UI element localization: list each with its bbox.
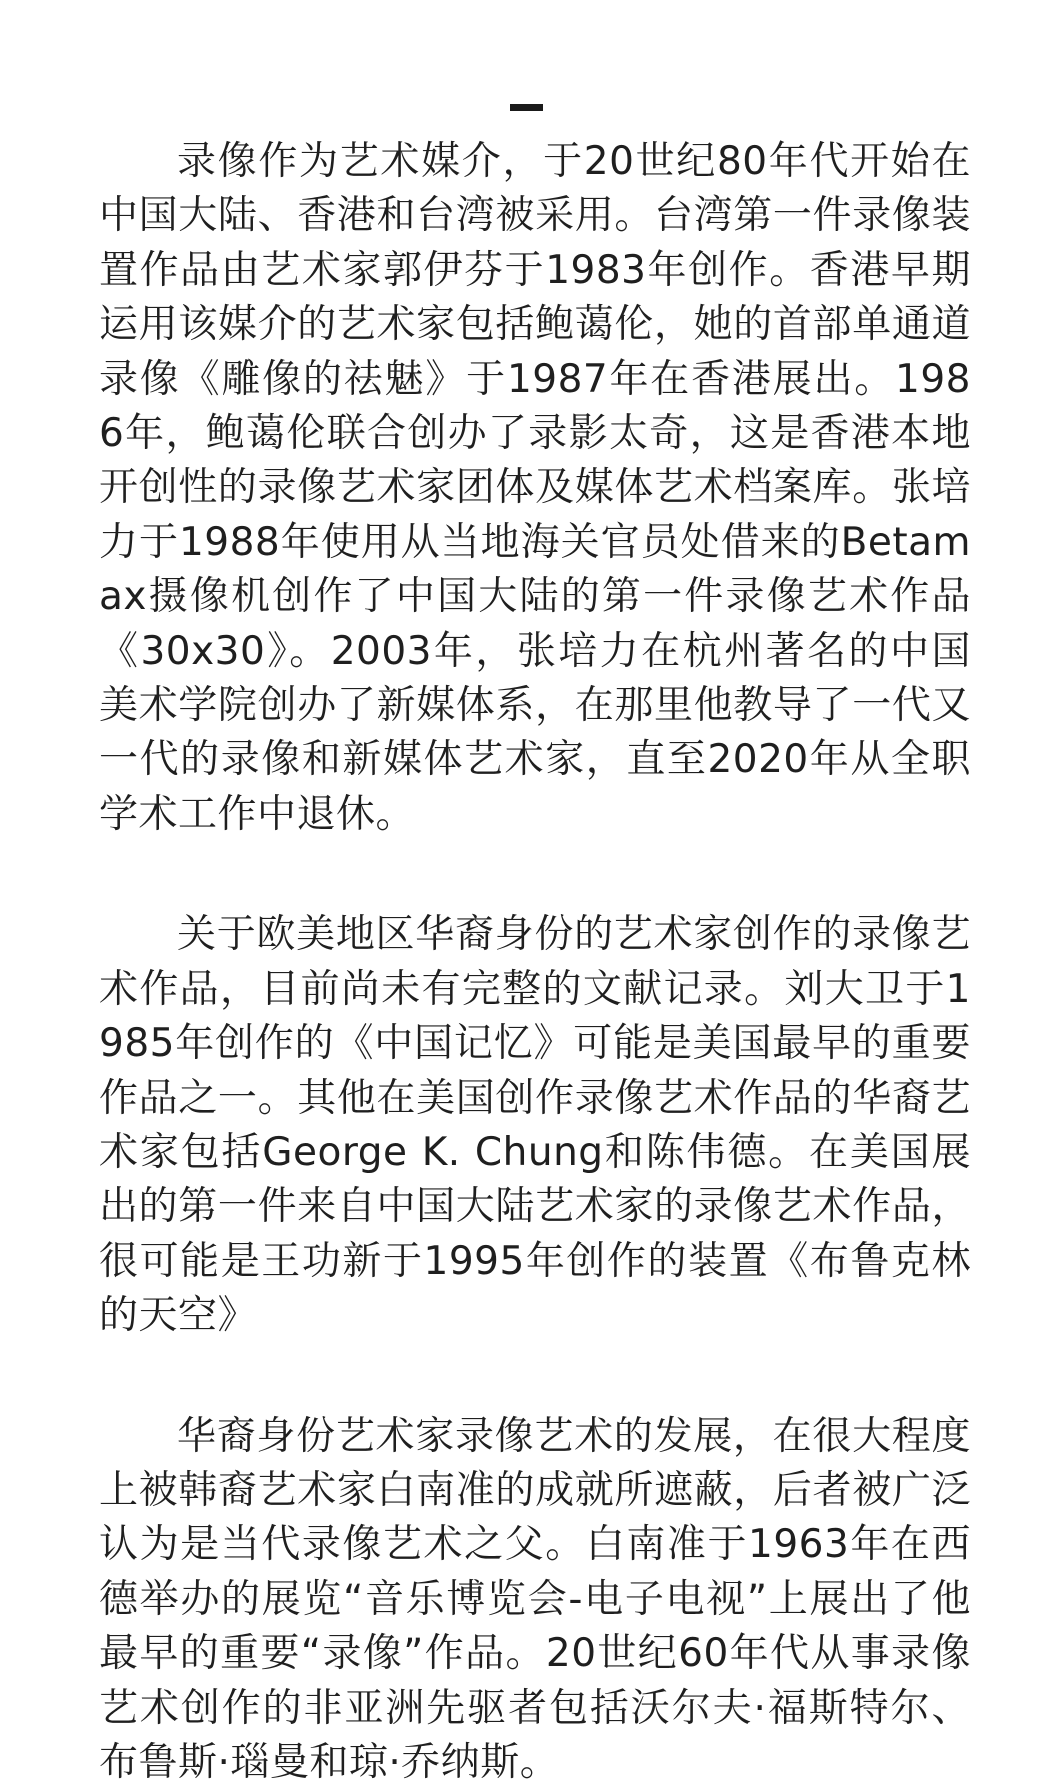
paragraph-video-art-us-europe: 关于欧美地区华裔身份的艺术家创作的录像艺术作品，目前尚未有完整的文献记录。刘大卫于1985年创作的《中国记忆》可能是美国最早的重要作品之一。其他在美国创作录像艺术作品的华裔艺术家包括George K. Chung和陈伟德。在美国展出的第一件来自中国大陆艺术家的录像艺术作品，很可能是王功新于1995年创作的装置《布鲁克林的天空》	[99, 912, 971, 1339]
paragraph-video-art-greater-china: 录像作为艺术媒介，于20世纪80年代开始在中国大陆、香港和台湾被采用。台湾第一件录像装置作品由艺术家郭伊芬于1983年创作。香港早期运用该媒介的艺术家包括鲍蔼伦，她的首部单通道录像《雕像的祛魅》于1987年在香港展出。1986年，鲍蔼伦联合创办了录影太奇，这是香港本地开创性的录像艺术家团体及媒体艺术档案库。张培力于1988年使用从当地海关官员处借来的Betamax摄像机创作了中国大陆的第一件录像艺术作品《30x30》。2003年，张培力在杭州著名的中国美术学院创办了新媒体系，在那里他教导了一代又一代的录像和新媒体艺术家，直至2020年从全职学术工作中退休。	[99, 139, 971, 837]
section-divider	[510, 104, 543, 111]
paragraph-nam-june-paik: 华裔身份艺术家录像艺术的发展，在很大程度上被韩裔艺术家白南准的成就所遮蔽，后者被广泛认为是当代录像艺术之父。白南准于1963年在西德举办的展览“音乐博览会-电子电视”上展出了他最早的重要“录像”作品。20世纪60年代从事录像艺术创作的非亚洲先驱者包括沃尔夫·福斯特尔、布鲁斯·瑙曼和琼·乔纳斯。	[99, 1413, 971, 1785]
article-body	[99, 135, 971, 1790]
